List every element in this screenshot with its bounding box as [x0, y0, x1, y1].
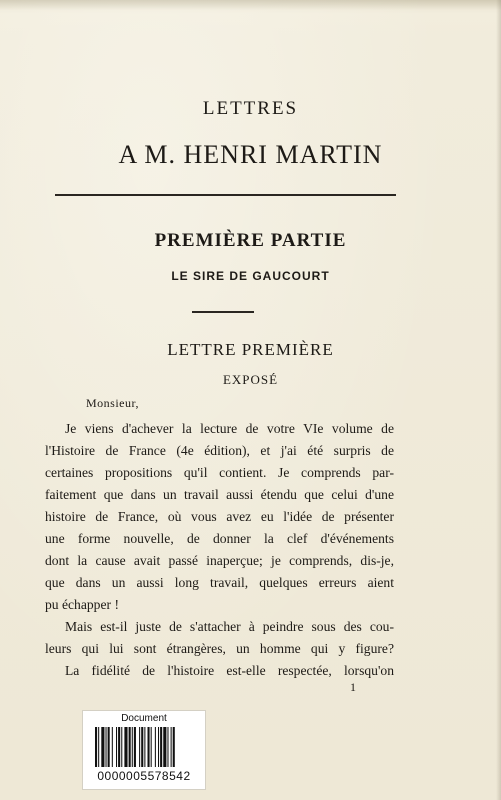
- body-line: leurs qui lui sont étrangères, un homme qui y figure?: [45, 641, 394, 656]
- body-line: dont la cause avait passé inaperçue; je comprends, dis-je,: [45, 553, 394, 568]
- body-line: pu échapper !: [45, 597, 119, 612]
- page-edge-shadow: [496, 0, 501, 800]
- section-divider: [192, 311, 254, 313]
- body-line: histoire de France, où vous avez eu l'idée de présenter: [45, 509, 394, 524]
- title-divider: [55, 194, 396, 196]
- stamp-label: Document: [121, 713, 167, 724]
- body-line: l'Histoire de France (4e édition), et j'ai été surpris de: [45, 443, 394, 458]
- part-title: PREMIÈRE PARTIE: [154, 230, 347, 251]
- page-top-shadow: [0, 0, 501, 10]
- stamp-number: 0000005578542: [97, 769, 191, 783]
- body-line: que dans un aussi long travail, quelques erreurs aient: [45, 575, 394, 590]
- letter-subtitle: EXPOSÉ: [222, 372, 279, 387]
- barcode-icon: [95, 727, 201, 767]
- salutation: Monsieur,: [86, 396, 140, 410]
- body-line: Je viens d'achever la lecture de votre VIe volume de: [65, 421, 394, 436]
- title-line-1: LETTRES: [202, 98, 299, 119]
- body-line: certaines propositions qu'il contient. Je comprends par-: [45, 465, 394, 480]
- part-subtitle: LE SIRE DE GAUCOURT: [171, 269, 330, 283]
- page-folio: 1: [350, 680, 356, 694]
- body-line: une forme nouvelle, de donner la clef d'événements: [45, 531, 394, 546]
- body-line: Mais est-il juste de s'attacher à peindre sous des cou-: [65, 619, 394, 634]
- letter-title: LETTRE PREMIÈRE: [167, 340, 334, 359]
- body-line: La fidélité de l'histoire est-elle respectée, lorsqu'on: [65, 663, 394, 678]
- library-barcode-stamp: [82, 710, 206, 790]
- title-line-2: A M. HENRI MARTIN: [118, 140, 383, 169]
- body-line: faitement que dans un travail aussi étendu que celui d'une: [45, 487, 394, 502]
